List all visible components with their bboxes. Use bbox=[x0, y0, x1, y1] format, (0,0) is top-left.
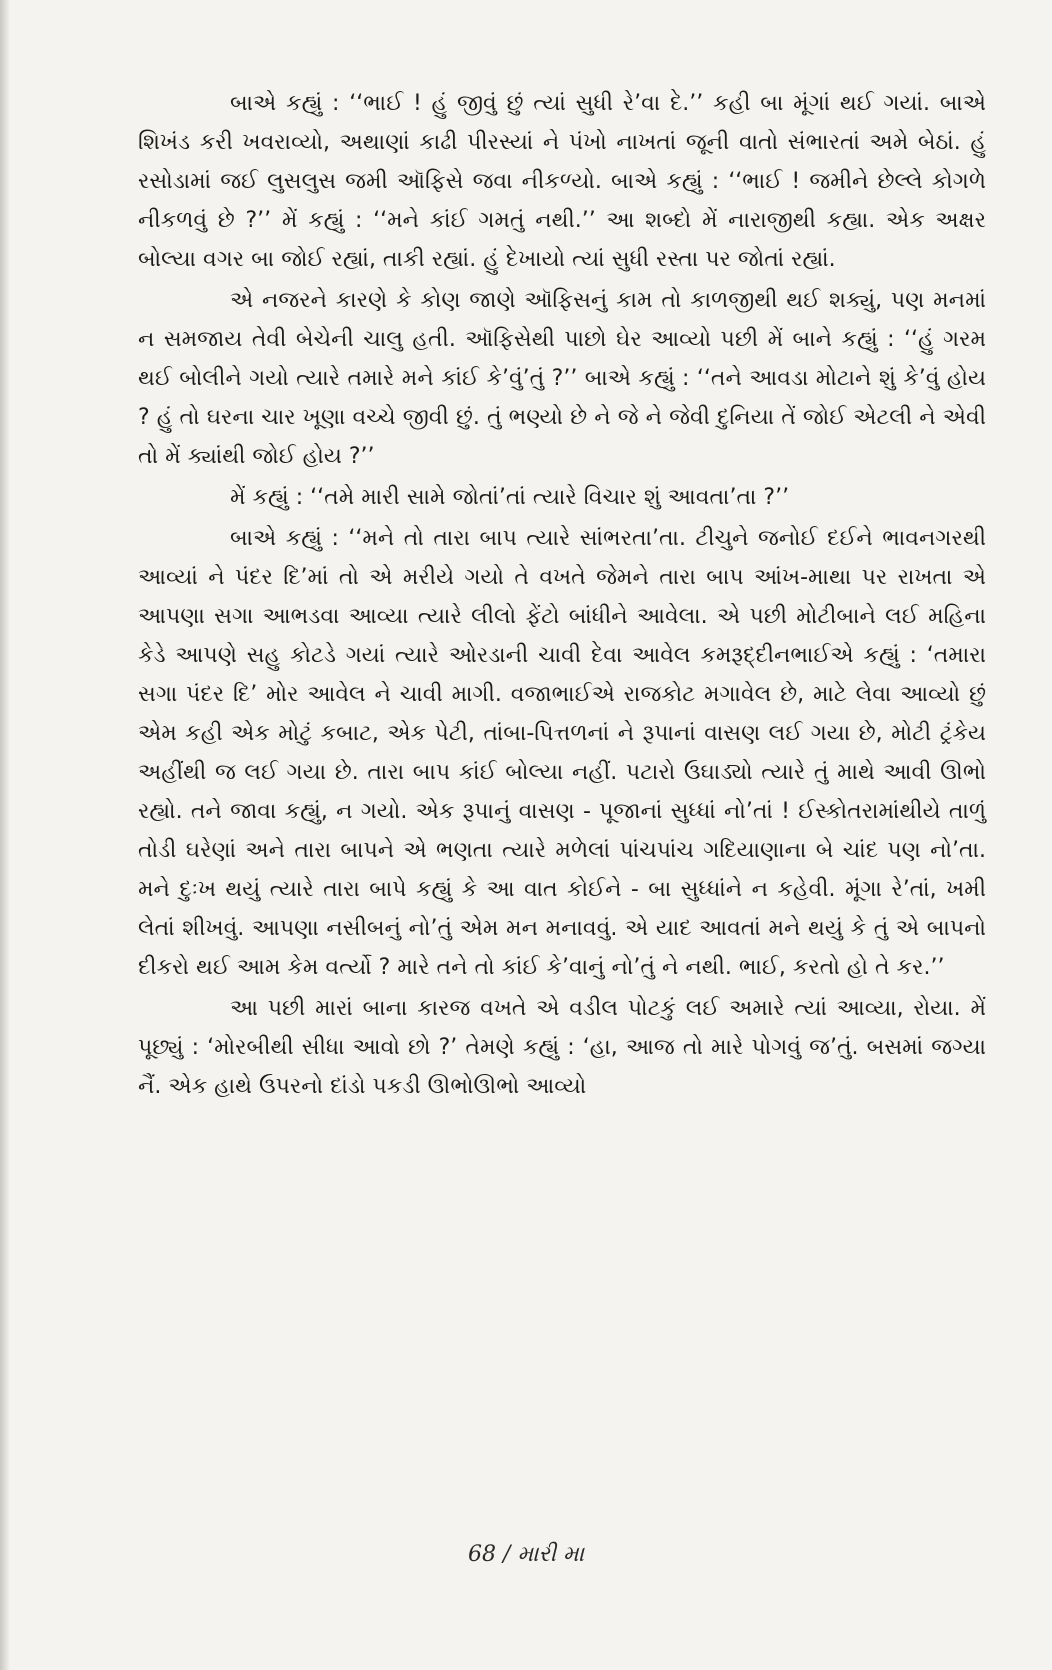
paragraph-2: એ નજરને કારણે કે કોણ જાણે ઑફિસનું કામ તો કાળજીથી થઈ શક્યું, પણ મનમાં ન સમજાય તેવી બેચેની ચાલુ હતી. ઑફિસેથી પાછો ઘેર આવ્યો પછી મેં બાને કહ્યું : ‘‘હું ગરમ થઈ બોલીને ગયો ત્યારે તમારે મને કાંઈ કે’વું’તું ?’’ બાએ કહ્યું : ‘‘તને આવડા મોટાને શું કે’વું હોય ? હું તો ઘરના ચાર ખૂણા વચ્ચે જીવી છું. તું ભણ્યો છે ને જે ને જેવી દુનિયા તેં જોઈ એટલી ને એવી તો મેં ક્યાંથી જોઈ હોય ?’’ bbox=[138, 288, 986, 469]
page-footer bbox=[0, 1542, 1052, 1567]
paragraph-1: બાએ કહ્યું : ‘‘ભાઈ ! હું જીવું છું ત્યાં સુધી રે’વા દે.’’ કહી બા મૂંગાં થઈ ગયાં. બાએ શિખંડ કરી ખવરાવ્યો, અથાણાં કાઢી પીરસ્યાં ને પંખો નાખતાં જૂની વાતો સંભારતાં અમે બેઠાં. હું રસોડામાં જઈ લુસલુસ જમી ઑફિસે જવા નીકળ્યો. બાએ કહ્યું : ‘‘ભાઈ ! જમીને છેલ્લે કોગળે નીકળવું છે ?’’ મેં કહ્યું : ‘‘મને કાંઈ ગમતું નથી.’’ આ શબ્દો મેં નારાજીથી કહ્યા. એક અક્ષર બોલ્યા વગર બા જોઈ રહ્યાં, તાકી રહ્યાં. હું દેખાયો ત્યાં સુધી રસ્તા પર જોતાં રહ્યાં. bbox=[138, 91, 986, 272]
book-title: મારી મા bbox=[517, 1542, 584, 1567]
page-number: 68 bbox=[468, 1542, 497, 1567]
paragraph-5: આ પછી મારાં બાના કારજ વખતે એ વડીલ પોટકું લઈ અમારે ત્યાં આવ્યા, રોયા. મેં પૂછ્યું : ‘મોરબીથી સીધા આવો છો ?’ તેમણે કહ્યું : ‘હા, આજ તો મારે પોગવું જ’તું. બસમાં જગ્યા નૈં. એક હાથે ઉપરનો દાંડો પકડી ઊભોઊભો આવ્યો bbox=[138, 996, 986, 1099]
paragraph-3: મેં કહ્યું : ‘‘તમે મારી સામે જોતાં’તાં ત્યારે વિચાર શું આવતા’તા ?’’ bbox=[230, 485, 790, 510]
footer-separator: / bbox=[503, 1542, 511, 1567]
paragraph-4: બાએ કહ્યું : ‘‘મને તો તારા બાપ ત્યારે સાંભરતા’તા. ટીચુને જનોઈ દઈને ભાવનગરથી આવ્યાં ને પંદર દિ’માં તો એ મરીયે ગયો તે વખતે જેમને તારા બાપ આંખ-માથા પર રાખતા એ આપણા સગા આભડવા આવ્યા ત્યારે લીલો ફેંટો બાંધીને આવેલા. એ પછી મોટીબાને લઈ મહિના કેડે આપણે સહુ કોટડે ગયાં ત્યારે ઓરડાની ચાવી દેવા આવેલ કમરૂદ્દીનભાઈએ કહ્યું : ‘તમારા સગા પંદર દિ’ મોર આવેલ ને ચાવી માગી. વજાભાઈએ રાજકોટ મગાવેલ છે, માટે લેવા આવ્યો છું એમ કહી એક મોટું કબાટ, એક પેટી, તાંબા-પિત્તળનાં ને રૂપાનાં વાસણ લઈ ગયા છે, મોટી ટ્રંકેય અહીંથી જ લઈ ગયા છે. તારા બાપ કાંઈ બોલ્યા નહીં. પટારો ઉઘાડ્યો ત્યારે તું માથે આવી ઊભો રહ્યો. તને જાવા કહ્યું, ન ગયો. એક રૂપાનું વાસણ - પૂજાનાં સુધ્ધાં નો’તાં ! ઈસ્કોતરામાંથીયે તાળું તોડી ઘરેણાં અને તારા બાપને એ ભણતા ત્યારે મળેલાં પાંચપાંચ ગદિયાણાના બે ચાંદ પણ નો’તા. મને દુઃખ થયું ત્યારે તારા બાપે કહ્યું કે આ વાત કોઈને - બા સુધ્ધાંને ન કહેવી. મૂંગા રે’તાં, ખમી લેતાં શીખવું. આપણા નસીબનું નો’તું એમ મન મનાવવું. એ યાદ આવતાં મને થયું કે તું એ બાપનો દીકરો થઈ આમ કેમ વર્ત્યો ? મારે તને તો કાંઈ કે’વાનું નો’તું ને નથી. ભાઈ, કરતો હો તે કર.’’ bbox=[138, 526, 986, 980]
body-text bbox=[138, 84, 986, 1108]
